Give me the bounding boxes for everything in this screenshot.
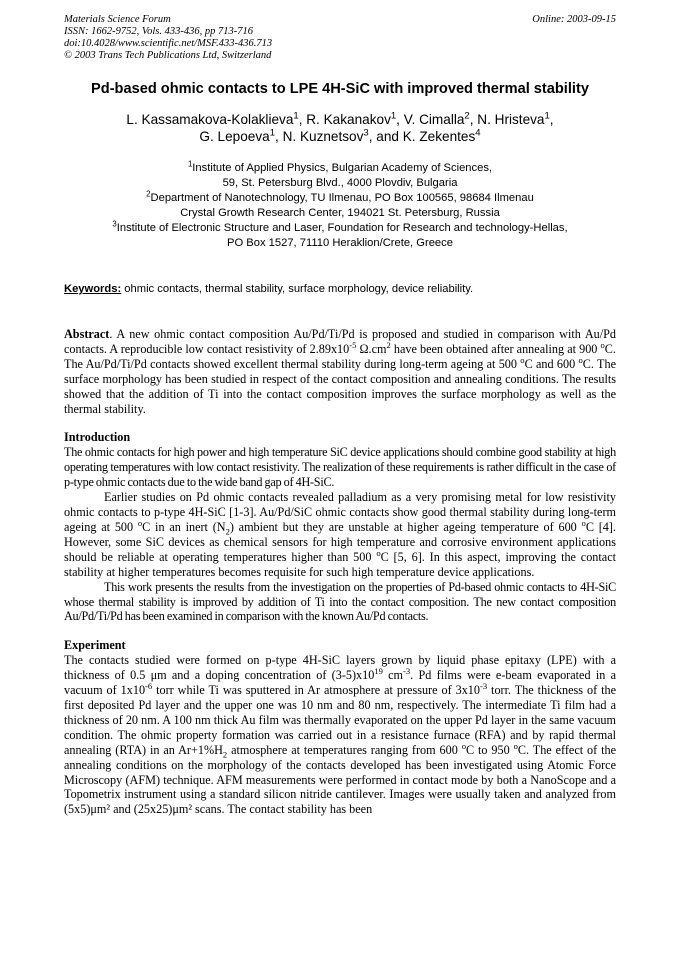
affiliation-line: Crystal Growth Research Center, 194021 St. Petersburg, Russia (180, 207, 500, 219)
experiment-section (64, 653, 616, 817)
paragraph-text: C [5, 6]. In this aspect, improving the contact stability at higher temperatures becomes requisite for such high temperature device applications. (64, 549, 616, 579)
abstract-label: Abstract (64, 327, 110, 341)
affil-mark: 4 (475, 127, 481, 139)
introduction-heading: Introduction (64, 430, 131, 445)
affil-mark: 1 (390, 110, 397, 122)
affiliation-line (64, 221, 616, 236)
affiliation-line (64, 161, 616, 176)
issn-line: ISSN: 1662-9752, Vols. 433-436, pp 713-716 (64, 26, 253, 37)
paragraph-text: cm (382, 668, 404, 683)
author-list (64, 111, 616, 145)
affil-text: Department of Nanotechnology, TU Ilmenau, PO Box 100565, 98684 Ilmenau (150, 192, 534, 204)
journal-name: Materials Science Forum (64, 14, 171, 25)
author: , N. Kuznetsov (275, 129, 364, 144)
paragraph-text: C [4]. However, some SiC devices as chemical sensors for high temperature and corrosive environment applications should be reliable at operating temperatures higher than 500 (64, 519, 616, 564)
affil-mark: 1 (544, 110, 550, 122)
paragraph-text: torr while Ti was sputtered in Ar atmosphere at pressure of 3x10 (152, 683, 480, 698)
affil-mark: 1 (293, 110, 299, 122)
doi-line[interactable]: doi:10.4028/www.scientific.net/MSF.433-436.713 (64, 38, 273, 49)
affil-mark: 3 (363, 127, 369, 139)
paragraph-text: Earlier studies on Pd ohmic contacts revealed palladium as a very promising metal for low resistivity ohmic contacts to p-type 4H-SiC [1-3]. Au/Pd/SiC ohmic contacts show good thermal stability during long-term ageing at 500 (64, 490, 616, 534)
degree-mark: o (137, 517, 143, 528)
degree-mark: o (513, 740, 518, 751)
degree-mark: o (461, 740, 466, 751)
affil-text: Institute of Applied Physics, Bulgarian Academy of Sciences, (192, 162, 493, 174)
subscript: 2 (222, 749, 228, 760)
copyright-line: © 2003 Trans Tech Publications Ltd, Switzerland (64, 50, 272, 61)
degree-mark: o (376, 547, 381, 558)
paper-title: Pd-based ohmic contacts to LPE 4H-SiC with improved thermal stability (91, 81, 589, 97)
author: , N. Hristeva (469, 112, 545, 127)
abstract (64, 327, 616, 416)
author-separator: , (549, 112, 554, 127)
journal-header (64, 14, 616, 62)
author: L. Kassamakova-Kolaklieva (126, 112, 294, 127)
paragraph-text: C in an inert (N (142, 519, 226, 534)
paragraph-text: torr. The thickness of the first deposited Pd layer and the upper one was 10 nm and 80 nm, respectively. The intermediate Ti film had a thickness of 20 nm. A 100 nm thick Au film was thermally evaporated on the upper Pd layer in the same vacuum condition. The ohmic property formation was carried out in a resistance furnace (RFA) and by rapid thermal annealing (RTA) in an Ar+1%H (64, 683, 617, 757)
abstract-text: C and 600 (524, 356, 579, 371)
paragraph-text: The contacts studied were formed on p-type 4H-SiC layers grown by liquid phase epitaxy (LPE) with a thickness of 0.5 μm and a doping concentration of (3-5)x10 (64, 653, 616, 683)
abstract-text: C. The Au/Pd/Ti/Pd contacts showed excellent thermal stability during long-term ageing at 500 (64, 341, 616, 371)
degree-mark: o (578, 354, 583, 365)
abstract-text: C. The surface morphology has been studied in respect of the contact composition and annealing conditions. The results showed that the addition of Ti into the contact composition improves the surface morphology as well as the thermal stability. (64, 356, 616, 416)
affiliation-line: 59, St. Petersburg Blvd., 4000 Plovdiv, Bulgaria (222, 177, 458, 189)
paragraph-text: ) ambient but they are unstable at higher ageing temperature of 600 (229, 519, 582, 534)
online-date: Online: 2003-09-15 (532, 14, 616, 25)
affiliation-line (64, 191, 616, 206)
paragraph-text: C to 950 (465, 742, 514, 757)
degree-mark: o (600, 339, 605, 350)
paper-page (64, 14, 616, 817)
paragraph-text: . Pd films were e-beam evaporated in a vacuum of 1x10 (64, 668, 616, 698)
affil-number: 2 (146, 189, 151, 199)
abstract-text: Ω.cm (356, 341, 387, 356)
affiliation-line: PO Box 1527, 71110 Heraklion/Crete, Greece (227, 237, 453, 249)
introduction-paragraph: The ohmic contacts for high power and high temperature SiC device applications should combine good stability at high operating temperatures with low contact resistivity. The realization of these requirements is rather difficult in the case of p-type ohmic contacts due to the wide band gap of 4H-SiC. (64, 445, 616, 490)
abstract-text: have been obtained after annealing at 900 (390, 341, 601, 356)
introduction-paragraph: This work presents the results from the investigation on the properties of Pd-based ohmic contacts to 4H-SiC whose thermal stability is improved by addition of Ti into the contact composition. The new contact composition Au/Pd/Ti/Pd has been examined in comparison with the known Au/Pd contacts. (64, 579, 616, 624)
experiment-paragraph (64, 653, 616, 817)
subscript: 2 (225, 526, 230, 537)
degree-mark: o (581, 517, 586, 528)
paragraph-text: atmosphere at temperatures ranging from 600 (227, 742, 462, 757)
affil-text: Institute of Electronic Structure and Laser, Foundation for Research and technology-Hellas, (116, 222, 568, 234)
degree-mark: o (520, 354, 525, 365)
keywords-label: Keywords: (64, 283, 122, 295)
introduction-section (64, 445, 616, 624)
abstract-text: . A new ohmic contact composition Au/Pd/Ti/Pd is proposed and studied in comparison with Au/Pd contacts. A reproducible low contact resistivity of 2.89x10 (64, 327, 616, 356)
author: , and K. Zekentes (368, 129, 476, 144)
exponent: -3 (479, 681, 488, 692)
introduction-paragraph (64, 490, 616, 579)
exponent: 2 (386, 339, 391, 350)
affil-number: 3 (112, 219, 117, 229)
keywords-text: ohmic contacts, thermal stability, surface morphology, device reliability. (121, 283, 474, 295)
affiliations (64, 161, 616, 251)
affil-number: 1 (187, 159, 193, 169)
author: , V. Cimalla (396, 112, 465, 127)
keywords (64, 283, 616, 295)
exponent: -3 (403, 666, 411, 677)
paragraph-text: C. The effect of the annealing conditions on the morphology of the contacts developed has been investigated using Atomic Force Microscopy (AFM) technique. AFM measurements were performed in contact mode by both a NanoScope and a Topometrix instrument using a standard silicon nitride cantilever. Images were usually taken and analyzed from (5x5)μm² and (25x25)μm² scans. The contact stability has been (64, 742, 616, 817)
exponent: 19 (374, 666, 383, 677)
exponent: -5 (349, 339, 357, 350)
author: , R. Kakanakov (298, 112, 391, 127)
exponent: -6 (145, 681, 153, 692)
affil-mark: 2 (464, 110, 470, 122)
experiment-heading: Experiment (64, 638, 126, 653)
author: G. Lepoeva (199, 129, 270, 144)
affil-mark: 1 (269, 127, 276, 139)
